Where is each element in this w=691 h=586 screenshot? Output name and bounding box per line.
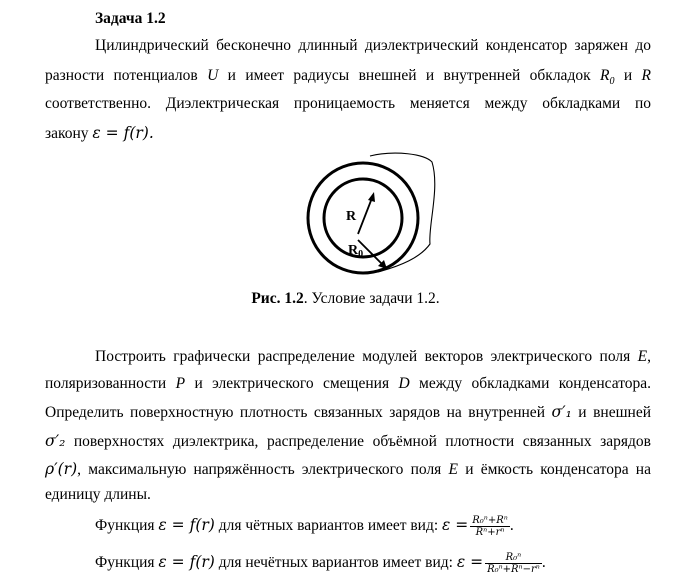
para2-line6: единицу длины. [45, 486, 151, 503]
text-span: . [541, 554, 546, 572]
para1-line4 [45, 123, 651, 144]
text-span: для чётных вариантов имеет вид: [214, 517, 443, 535]
para2-line4 [45, 431, 651, 452]
radius-R-arrow [358, 198, 372, 234]
even-numerator: R₀ⁿ+Rⁿ [472, 515, 508, 526]
symbol-P: P [175, 375, 186, 392]
symbol-R0-base: R [600, 67, 610, 84]
radius-R-arrowhead [368, 192, 375, 202]
text-span: поверхностях диэлектрика, распределение объёмной плотности связанных зарядов [65, 433, 651, 450]
epsilon-formula: ε = f(r). [92, 124, 154, 142]
para2-line2 [45, 374, 651, 394]
caption-text: . Условие задачи 1.2. [303, 290, 440, 307]
text-span: и [614, 67, 642, 84]
text-span: Функция [95, 517, 159, 535]
para2-line5 [45, 459, 651, 480]
sigma1-symbol: σ′₁ [551, 403, 572, 421]
text-span: разности потенциалов [45, 67, 208, 84]
para2-line3 [45, 402, 651, 423]
para1-line3: соответственно. Диэлектрическая проницаемость меняется между обкладками по [45, 95, 651, 112]
rho-symbol: ρ′(r) [45, 460, 78, 478]
epsilon-formula: ε = f(r) [158, 553, 215, 572]
text-span: Функция [95, 554, 159, 572]
text-span: Построить графически распределение модулей векторов электрического поля [95, 348, 638, 365]
symbol-D: D [398, 375, 410, 392]
symbol-E: E [448, 461, 458, 478]
label-R0 [348, 243, 363, 260]
symbol-U: U [207, 67, 219, 84]
epsilon-lhs: ε = [442, 516, 469, 535]
para2-line1 [95, 347, 651, 367]
even-denominator: Rⁿ+rⁿ [475, 527, 505, 538]
text-span: и электрического смещения [185, 375, 399, 392]
capacitor-figure [300, 148, 448, 280]
symbol-R0-sub: 0 [609, 76, 615, 88]
function-even-line [95, 515, 514, 538]
text-span: поляризованности [45, 375, 176, 392]
text-span: и внешней [571, 404, 651, 421]
epsilon-formula: ε = f(r) [158, 516, 215, 535]
odd-numerator: R₀ⁿ [485, 552, 542, 564]
epsilon-lhs: ε = [456, 553, 484, 572]
label-R0-base: R [348, 243, 359, 258]
text-span: , [647, 348, 651, 365]
odd-denominator: R₀ⁿ+Rⁿ−rⁿ [487, 564, 540, 575]
figure-caption [0, 289, 691, 309]
symbol-E: E [637, 348, 648, 365]
capacitor-diagram [300, 148, 448, 280]
para1-line2 [45, 66, 651, 92]
function-odd-line [95, 552, 546, 575]
label-R: R [346, 209, 357, 224]
even-fraction [470, 515, 510, 538]
para1-line1: Цилиндрический бесконечно длинный диэлектрический конденсатор заряжен до [95, 37, 651, 54]
text-span: между обкладками конденсатора. [409, 375, 652, 392]
sigma2-symbol: σ′₂ [45, 432, 66, 450]
problem-title: Задача 1.2 [95, 10, 166, 27]
odd-fraction [485, 552, 542, 575]
text-span: закону [45, 125, 93, 142]
text-span: . [509, 517, 514, 535]
text-span: Определить поверхностную плотность связанных зарядов на внутренней [45, 404, 552, 421]
text-span: и ёмкость конденсатора на [458, 461, 651, 478]
text-span: для нечётных вариантов имеет вид: [214, 554, 457, 572]
text-span: и имеет радиусы внешней и внутренней обкладок [218, 67, 600, 84]
caption-label: Рис. 1.2 [251, 290, 304, 307]
text-span: , максимальную напряжённость электрического поля [77, 461, 449, 478]
symbol-R0 [600, 67, 615, 88]
symbol-R: R [641, 67, 651, 84]
label-R0-sub: 0 [358, 249, 364, 260]
